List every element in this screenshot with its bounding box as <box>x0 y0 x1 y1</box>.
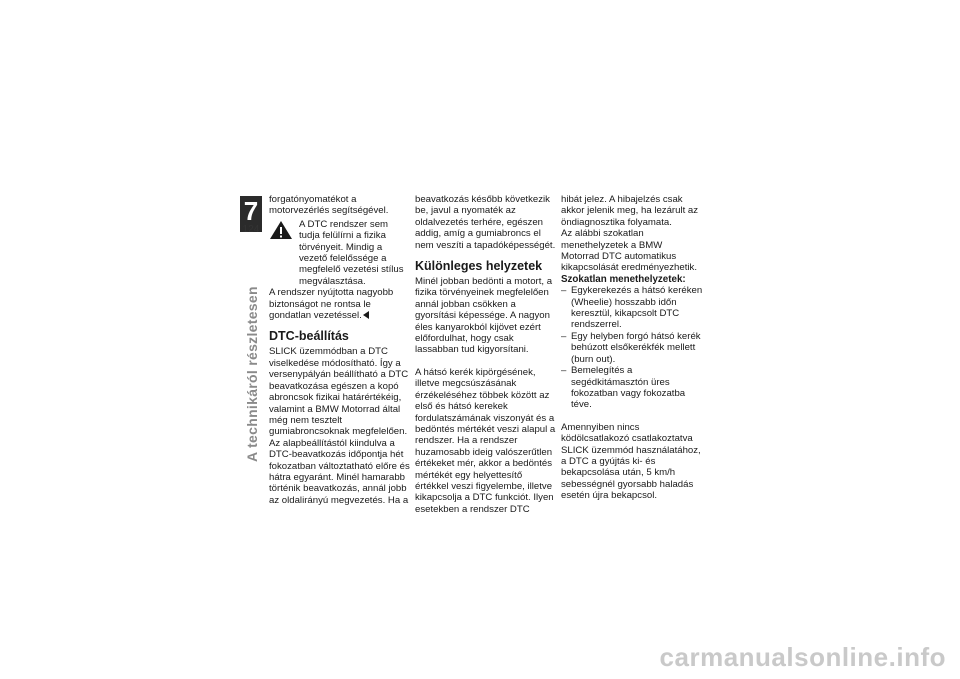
paragraph: forgatónyomatékot a motorvezérlés segítségével. <box>269 194 389 217</box>
column-2 <box>415 194 557 515</box>
paragraph: A rendszer nyújtotta nagyobb biztonságot ne rontsa le gondatlan vezetéssel. <box>269 287 394 322</box>
watermark: carmanualsonline.info <box>659 642 946 672</box>
paragraph: hibát jelez. A hibajelzés csak akkor jelenik meg, ha lezárult az öndiagnosztika folyamata. <box>561 194 699 228</box>
paragraph: beavatkozás később következik be, javul a nyomaték az oldalvezetés terhére, egészen addig, amíg a gumiabroncs el nem veszíti a tapadóképességét. <box>415 194 556 251</box>
warning-text: A DTC rendszer sem tudja felülírni a fizika törvényeit. Mindig a vezető felelőssége a megfelelő vezetési stílus megválasztása. <box>299 218 404 287</box>
list-item: – Egykerekezés a hátsó keréken (Wheelie) hosszabb időn keresztül, kikapcsolt DTC rendszerrel. <box>561 285 703 331</box>
heading-unusual-situations: Szokatlan menethelyzetek: <box>561 273 686 285</box>
chapter-title: A technikáról részletesen <box>244 286 260 462</box>
list-item: – Bemelegítés a segédkitámasztón üres fokozatban vagy fokozatba téve. <box>561 365 703 411</box>
paragraph: Az alapbeállítástól kiindulva a DTC-beavatkozás időpontja hét fokozatban változtatható előre és hátra egyaránt. Minél hamarabb történik beavatkozás, annál jobb az oldalirányú megvezetés. Ha a <box>269 437 410 506</box>
page-number: 124 <box>242 224 260 235</box>
paragraph: Az alábbi szokatlan menethelyzetek a BMW Motorrad DTC automatikus kikapcsolását eredményezhetik. <box>561 228 697 274</box>
paragraph: SLICK üzemmódban a DTC viselkedése módosítható. Így a versenypályán beállítható a DTC beavatkozása egészen a kopó abroncsok fizikai határértékéig, valamint a BMW Motorrad által még nem tesztelt gumiabroncsoknak megfelelően. <box>269 346 409 438</box>
paragraph: Minél jobban bedönti a motort, a fizika törvényeinek megfelelően annál jobban csökken a gyorsítási képessége. A nagyon éles kanyarokból kijövet ezért előfordulhat, hogy csak lassabban tud kigyorsítani. <box>415 276 553 356</box>
column-3 <box>561 194 703 502</box>
warning-triangle-icon <box>269 220 293 240</box>
unusual-situations-list <box>561 285 703 410</box>
heading-dtc-setting: DTC-beállítás <box>269 329 349 344</box>
paragraph: A hátsó kerék kipörgésének, illetve megcsúszásának érzékeléséhez többek között az első és hátsó kerekek fordulatszámának viszonyát és a bedöntés mértékét veszi alapul a rendszer. Ha a rendszer huzamosabb ideig valószerűtlen értékeket mér, akkor a bedöntés mértékét egy helyettesítő értékkel veszi figyelembe, illetve kikapcsolja a DTC funkciót. Ilyen esetekben a rendszer DTC <box>415 366 556 515</box>
warning-note <box>269 219 411 287</box>
end-triangle-icon <box>363 311 369 319</box>
list-item: – Egy helyben forgó hátsó kerék behúzott elsőkerékfék mellett (burn out). <box>561 331 703 365</box>
heading-special-situations: Különleges helyzetek <box>415 259 543 274</box>
paragraph: Amennyiben nincs ködölcsatlakozó csatlakoztatva SLICK üzemmód használatához, a DTC a gyújtás ki- és bekapcsolása után, 5 km/h sebességnél gyorsabb haladás esetén újra bekapcsol. <box>561 421 701 502</box>
column-1 <box>269 194 411 506</box>
chapter-number: 7 <box>240 196 262 232</box>
